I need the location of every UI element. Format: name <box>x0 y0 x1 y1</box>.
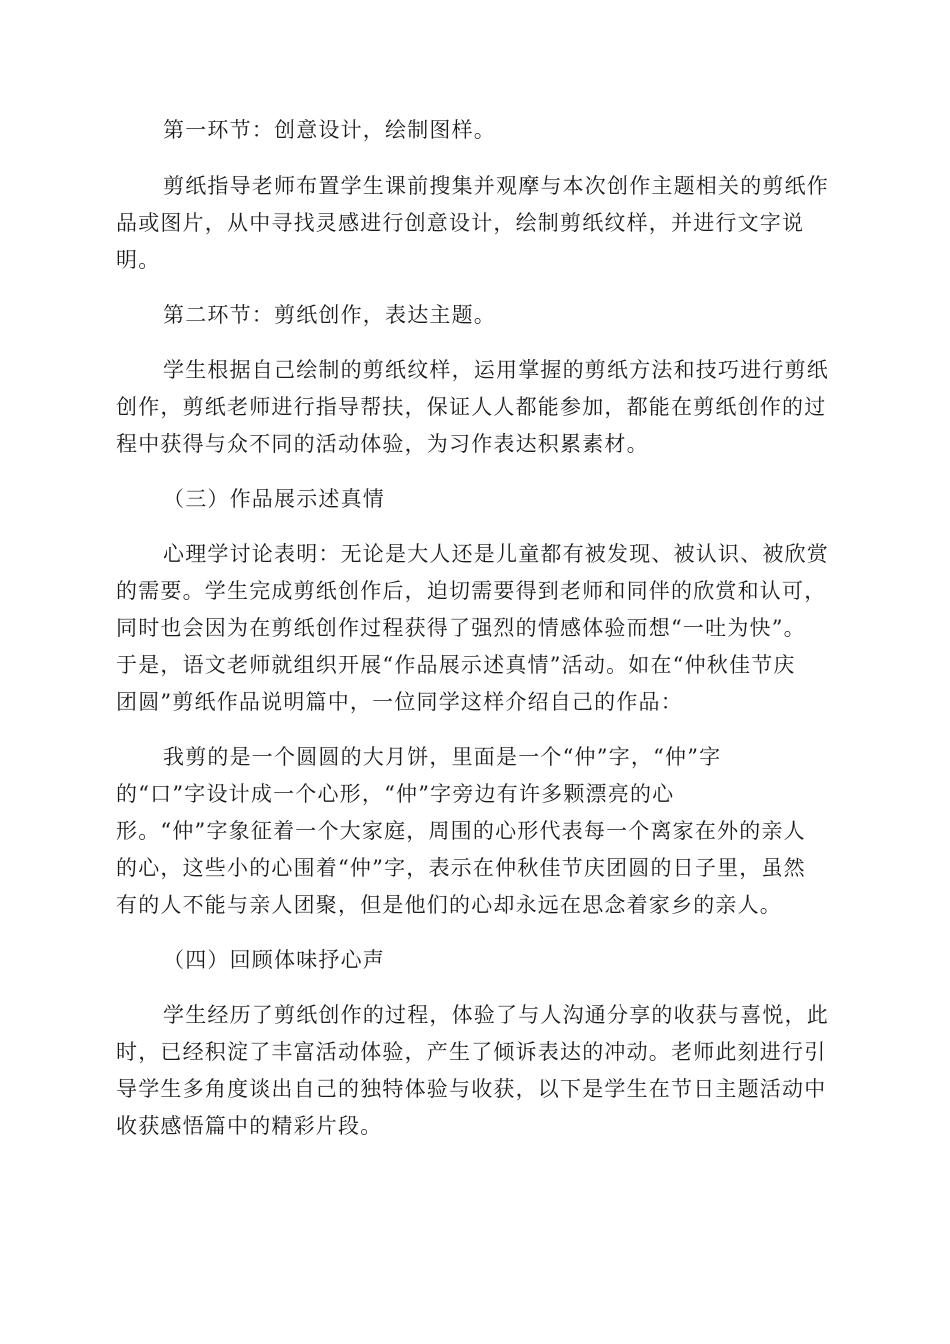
quote-line: 我剪的是一个圆圆的大月饼，里面是一个“仲”字，“仲”字 <box>163 745 722 769</box>
paragraph-line: 于是，语文老师就组织开展“作品展示述真情”活动。如在“仲秋佳节庆 <box>116 653 796 677</box>
paragraph-line: 品或图片，从中寻找灵感进行创意设计，绘制剪纸纹样，并进行文字说 <box>116 211 805 235</box>
section-heading: （四）回顾体味抒心声 <box>163 948 385 972</box>
quote-line: 形。“仲”字象征着一个大家庭，周围的心形代表每一个离家在外的亲人 <box>116 819 806 843</box>
paragraph-line: 程中获得与众不同的活动体验，为习作表达积累素材。 <box>116 432 649 456</box>
paragraph-line: 第一环节：创意设计，绘制图样。 <box>163 118 496 142</box>
paragraph-line: 团圆”剪纸作品说明篇中，一位同学这样介绍自己的作品： <box>116 690 683 714</box>
paragraph-line: 创作，剪纸老师进行指导帮扶，保证人人都能参加，都能在剪纸创作的过 <box>116 395 827 419</box>
paragraph-line: 导学生多角度谈出自己的独特体验与收获，以下是学生在节日主题活动中 <box>116 1077 827 1101</box>
paragraph-line: 同时也会因为在剪纸创作过程获得了强烈的情感体验而想“一吐为快”。 <box>116 616 806 640</box>
paragraph-line: 心理学讨论表明：无论是大人还是儿童都有被发现、被认识、被欣赏 <box>163 542 829 566</box>
paragraph-line: 明。 <box>116 248 161 272</box>
quote-line: 的“口”字设计成一个心形，“仲”字旁边有许多颗漂亮的心 <box>116 782 675 806</box>
quote-line: 的心，这些小的心围着“仲”字，表示在仲秋佳节庆团圆的日子里，虽然 <box>116 856 806 880</box>
section-heading: （三）作品展示述真情 <box>163 487 385 511</box>
quote-line: 有的人不能与亲人团聚，但是他们的心却永远在思念着家乡的亲人。 <box>116 893 782 917</box>
paragraph-line: 学生根据自己绘制的剪纸纹样，运用掌握的剪纸方法和技巧进行剪纸 <box>163 358 829 382</box>
paragraph-line: 收获感悟篇中的精彩片段。 <box>116 1114 383 1138</box>
paragraph-line: 第二环节：剪纸创作，表达主题。 <box>163 303 496 327</box>
paragraph-line: 剪纸指导老师布置学生课前搜集并观摩与本次创作主题相关的剪纸作 <box>163 174 829 198</box>
paragraph-line: 时，已经积淀了丰富活动体验，产生了倾诉表达的冲动。老师此刻进行引 <box>116 1040 827 1064</box>
paragraph-line: 的需要。学生完成剪纸创作后，迫切需要得到老师和同伴的欣赏和认可， <box>116 579 827 603</box>
paragraph-line: 学生经历了剪纸创作的过程，体验了与人沟通分享的收获与喜悦，此 <box>163 1003 829 1027</box>
